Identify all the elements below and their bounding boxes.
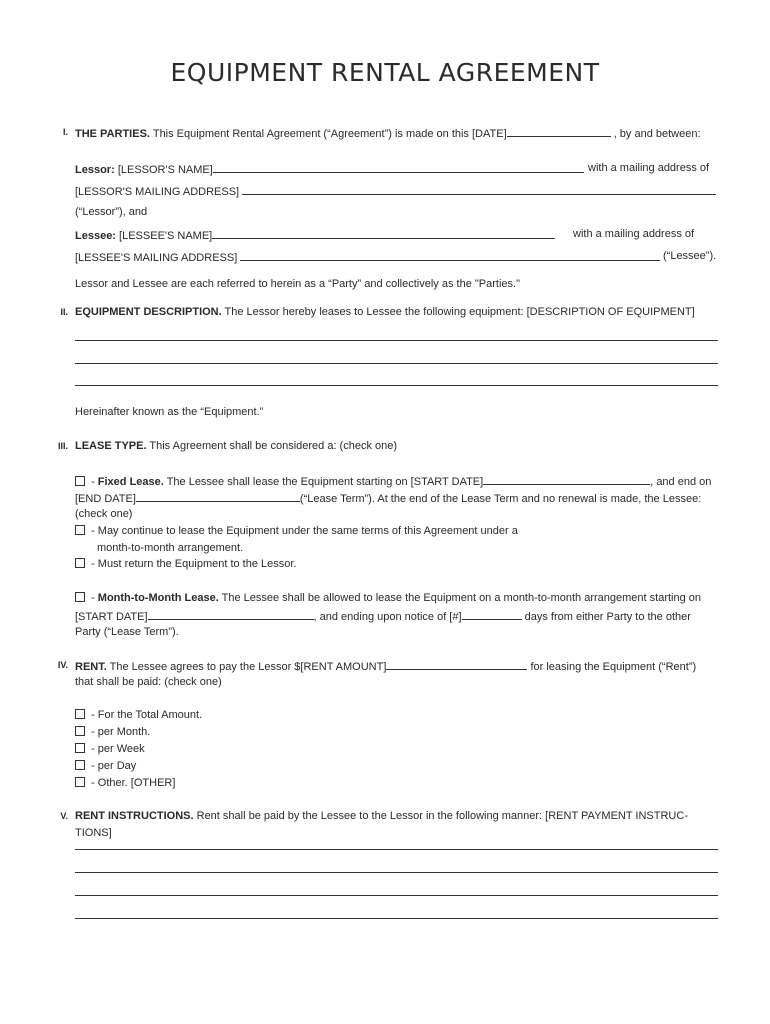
total-amount-checkbox[interactable] <box>75 709 85 719</box>
section-number: II. <box>60 307 68 317</box>
mtm-start-date-field[interactable] <box>148 608 314 620</box>
rent-option-label: - For the Total Amount. <box>88 709 203 721</box>
lessee-address-line <box>75 249 660 265</box>
days-text: days from either Party to the other <box>524 611 691 623</box>
lease-term-text: (“Lease Term”). At the end of the Lease Term and no renewal is made, the Lessee: <box>299 493 702 505</box>
rent-instructions-line[interactable] <box>75 849 718 850</box>
lessor-tag: (“Lessor”), and <box>75 206 148 218</box>
end-date-field[interactable] <box>136 490 300 502</box>
per-day-checkbox[interactable] <box>75 760 85 770</box>
start-date-field[interactable] <box>483 473 650 485</box>
rent-text-2: that shall be paid: (check one) <box>75 676 222 688</box>
parties-intro <box>75 125 701 141</box>
rent-option <box>75 708 202 722</box>
equipment-description-line[interactable] <box>75 385 718 386</box>
continue-option-text: - May continue to lease the Equipment under the same terms of this Agreement under a <box>88 525 518 537</box>
fixed-lease-end: , and end on <box>650 476 712 488</box>
fixed-lease-label: Fixed Lease. <box>97 476 164 488</box>
lessee-name-field[interactable] <box>212 227 555 239</box>
mailing-address-label: with a mailing address of <box>588 162 710 174</box>
start-date-line <box>75 608 691 624</box>
lessor-address: [LESSOR'S MAILING ADDRESS] <box>75 186 240 198</box>
mailing-address-label: with a mailing address of <box>573 228 695 240</box>
rent-instructions-line[interactable] <box>75 895 718 896</box>
fixed-lease-text: The Lessee shall lease the Equipment starting on [START DATE] <box>166 476 484 488</box>
return-equipment-checkbox[interactable] <box>75 558 85 568</box>
fixed-lease-line <box>75 473 711 489</box>
rent-option <box>75 725 150 739</box>
parties-text-end: , by and between: <box>613 128 701 140</box>
lessor-line <box>75 161 584 177</box>
document-title: EQUIPMENT RENTAL AGREEMENT <box>170 58 600 87</box>
parties-text: This Equipment Rental Agreement (“Agreement”) is made on this [DATE] <box>152 128 507 140</box>
rent-option-label: - per Week <box>88 743 145 755</box>
rent-instructions-intro <box>75 809 688 823</box>
lease-type-intro <box>75 439 397 453</box>
rent-instructions-text-2: TIONS] <box>75 827 112 839</box>
notice-text: , and ending upon notice of [#] <box>313 611 462 623</box>
dash: - <box>88 592 98 604</box>
lessor-name-field[interactable] <box>213 161 584 173</box>
party-lease-term: Party (“Lease Term”). <box>75 626 179 638</box>
month-to-month-line <box>75 591 701 605</box>
section-heading: THE PARTIES. <box>75 128 150 140</box>
end-date-line <box>75 490 701 506</box>
lease-type-text: This Agreement shall be considered a: (check one) <box>149 440 398 452</box>
check-one: (check one) <box>75 508 133 520</box>
rent-text-end: for leasing the Equipment (“Rent”) <box>530 661 697 673</box>
section-number: I. <box>62 127 68 137</box>
rent-text: The Lessee agrees to pay the Lessor $[RENT AMOUNT] <box>109 661 387 673</box>
section-number: V. <box>60 811 68 821</box>
rent-instructions-text: Rent shall be paid by the Lessee to the Lessor in the following manner: [RENT PAYMENT INSTRUC- <box>196 810 688 822</box>
continue-option <box>75 524 518 538</box>
continue-lease-checkbox[interactable] <box>75 525 85 535</box>
section-number: IV. <box>57 660 68 670</box>
equipment-definition: Hereinafter known as the “Equipment.” <box>75 406 264 418</box>
return-option <box>75 557 297 571</box>
lessee-name: [LESSEE'S NAME] <box>119 230 213 242</box>
equipment-description-intro <box>75 305 695 319</box>
rent-option-label: - per Day <box>88 760 137 772</box>
section-heading: RENT. <box>75 661 107 673</box>
rent-option <box>75 776 175 790</box>
notice-days-field[interactable] <box>462 608 522 620</box>
equipment-description-line[interactable] <box>75 363 718 364</box>
month-to-month-text: The Lessee shall be allowed to lease the Equipment on a month-to-month arrangement starting on <box>221 592 702 604</box>
dash: - <box>88 476 98 488</box>
lessee-address-field[interactable] <box>240 249 660 261</box>
continue-option-text-2: month-to-month arrangement. <box>97 542 244 554</box>
date-field[interactable] <box>507 125 611 137</box>
lessor-address-line <box>75 183 716 199</box>
per-month-checkbox[interactable] <box>75 726 85 736</box>
return-option-text: - Must return the Equipment to the Lessor. <box>88 558 297 570</box>
per-week-checkbox[interactable] <box>75 743 85 753</box>
rent-option-label: - Other. [OTHER] <box>88 777 176 789</box>
lessor-name: [LESSOR'S NAME] <box>117 164 213 176</box>
month-to-month-label: Month-to-Month Lease. <box>97 592 219 604</box>
equipment-description-line[interactable] <box>75 340 718 341</box>
end-date: [END DATE] <box>75 493 136 505</box>
rent-option <box>75 742 145 756</box>
rent-option-label: - per Month. <box>88 726 151 738</box>
fixed-lease-checkbox[interactable] <box>75 476 85 486</box>
rent-instructions-line[interactable] <box>75 918 718 919</box>
equipment-text: The Lessor hereby leases to Lessee the following equipment: [DESCRIPTION OF EQUIPMENT] <box>224 306 695 318</box>
other-checkbox[interactable] <box>75 777 85 787</box>
parties-definition: Lessor and Lessee are each referred to herein as a “Party” and collectively as the "Parties." <box>75 278 520 290</box>
rent-option <box>75 759 136 773</box>
lessor-address-field[interactable] <box>242 183 716 195</box>
lessee-tag: (“Lessee”). <box>663 250 717 262</box>
section-heading: LEASE TYPE. <box>75 440 147 452</box>
section-heading: EQUIPMENT DESCRIPTION. <box>75 306 222 318</box>
rent-amount-field[interactable] <box>386 658 527 670</box>
section-heading: RENT INSTRUCTIONS. <box>75 810 194 822</box>
section-number: III. <box>57 441 68 451</box>
start-date: [START DATE] <box>75 611 148 623</box>
rent-intro <box>75 658 696 674</box>
lessee-line <box>75 227 555 243</box>
lessor-label: Lessor: <box>75 164 115 176</box>
month-to-month-checkbox[interactable] <box>75 592 85 602</box>
lessee-label: Lessee: <box>75 230 116 242</box>
lessee-address: [LESSEE'S MAILING ADDRESS] <box>75 252 238 264</box>
rent-instructions-line[interactable] <box>75 872 718 873</box>
